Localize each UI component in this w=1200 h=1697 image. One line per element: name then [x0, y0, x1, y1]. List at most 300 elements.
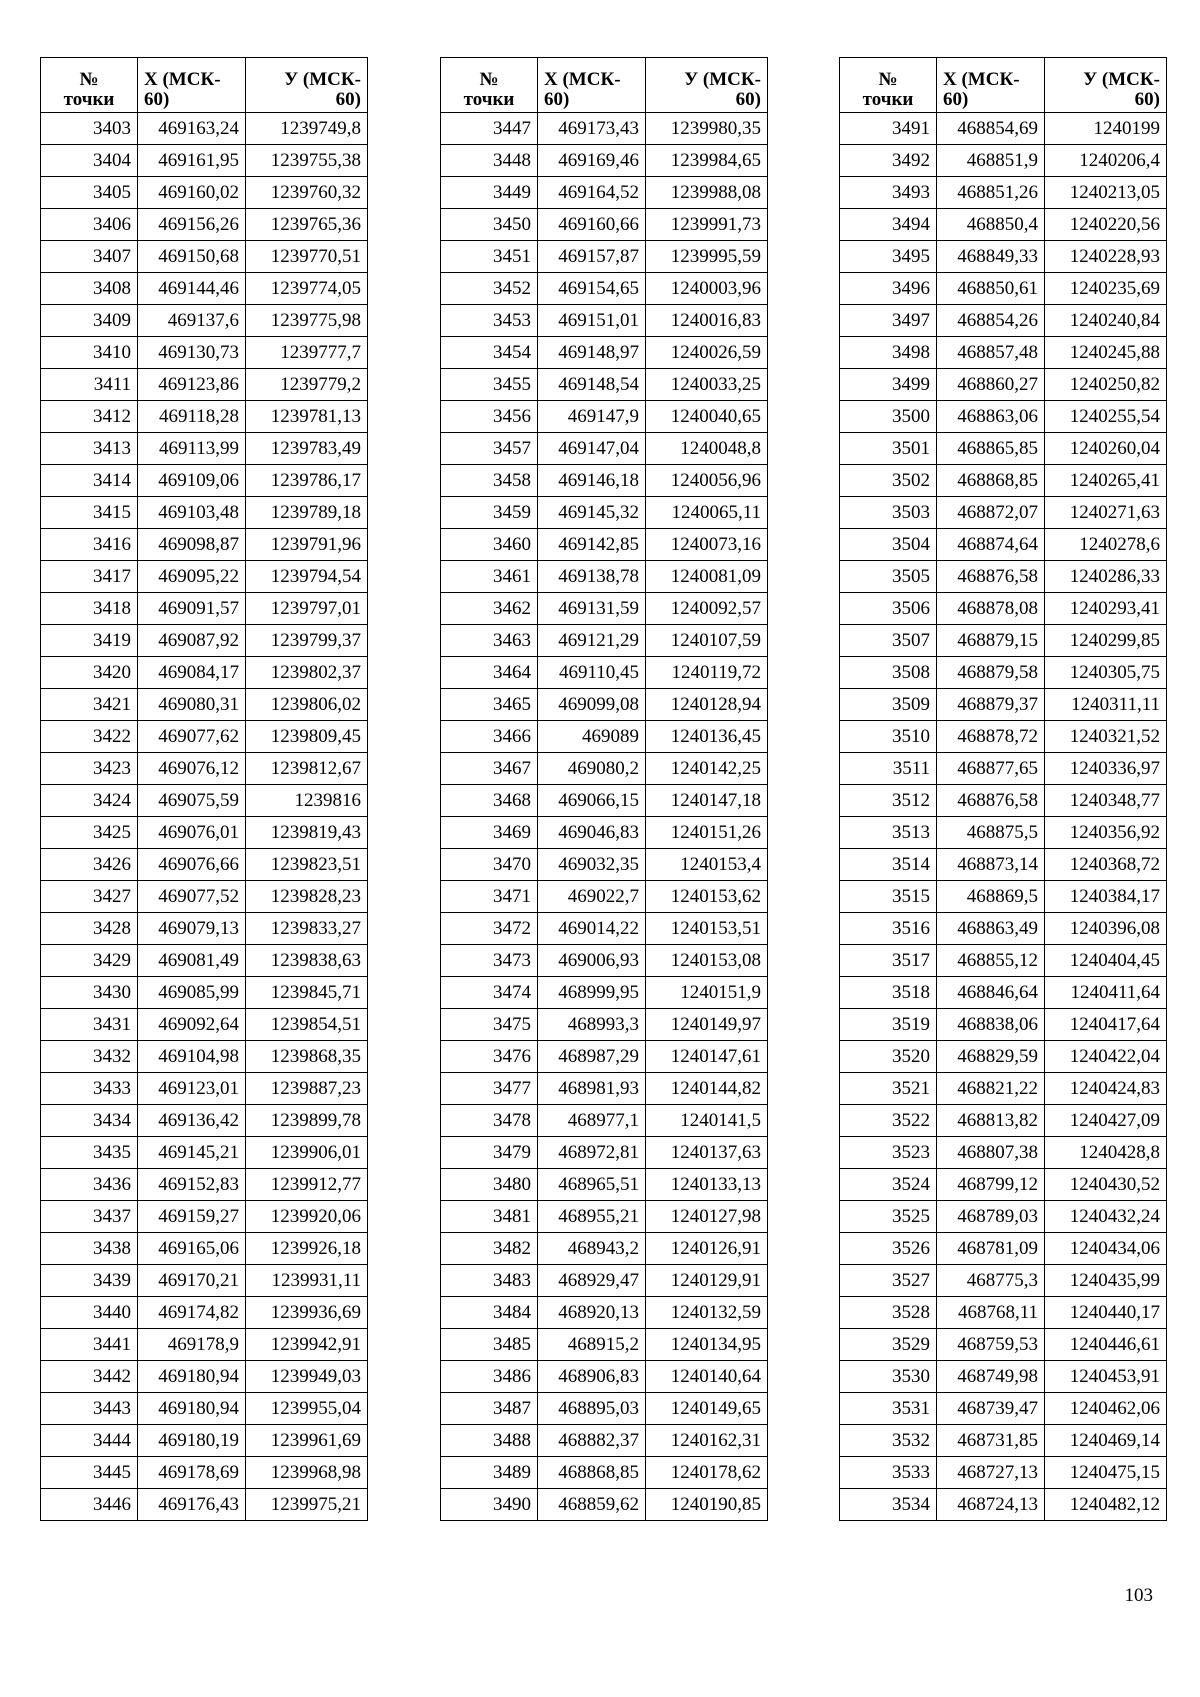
table-row [840, 465, 1167, 497]
x-coordinate-cell: 469113,99 [138, 433, 246, 465]
point-number-cell: 3517 [840, 945, 937, 977]
y-coordinate-cell: 1240424,83 [1045, 1073, 1167, 1105]
point-number-cell: 3474 [441, 977, 538, 1009]
point-number-cell: 3424 [41, 785, 138, 817]
table-row [840, 145, 1167, 177]
point-number-cell: 3514 [840, 849, 937, 881]
y-coordinate-cell: 1240336,97 [1045, 753, 1167, 785]
point-number-cell: 3455 [441, 369, 538, 401]
table-row [41, 209, 368, 241]
table-row [441, 1201, 768, 1233]
table-row [840, 945, 1167, 977]
y-coordinate-cell: 1240384,17 [1045, 881, 1167, 913]
point-number-cell: 3490 [441, 1489, 538, 1521]
point-number-cell: 3450 [441, 209, 538, 241]
x-coordinate-cell: 468955,21 [538, 1201, 646, 1233]
table-row [41, 625, 368, 657]
y-coordinate-cell: 1240428,8 [1045, 1137, 1167, 1169]
table-row [41, 1009, 368, 1041]
x-coordinate-cell: 468863,06 [937, 401, 1045, 433]
point-number-cell: 3510 [840, 721, 937, 753]
x-coordinate-cell: 469118,28 [138, 401, 246, 433]
table-row [840, 1457, 1167, 1489]
y-coordinate-cell: 1239899,78 [246, 1105, 368, 1137]
header-x-coordinate: X (МСК- 60) [538, 58, 646, 113]
table-row [41, 1233, 368, 1265]
x-coordinate-cell: 469144,46 [138, 273, 246, 305]
y-coordinate-cell: 1239968,98 [246, 1457, 368, 1489]
table-row [840, 593, 1167, 625]
point-number-cell: 3495 [840, 241, 937, 273]
point-number-cell: 3473 [441, 945, 538, 977]
table-row [441, 305, 768, 337]
x-coordinate-cell: 469156,26 [138, 209, 246, 241]
x-coordinate-cell: 468869,5 [937, 881, 1045, 913]
x-coordinate-cell: 469076,01 [138, 817, 246, 849]
point-number-cell: 3477 [441, 1073, 538, 1105]
header-y-coordinate: У (МСК- 60) [1045, 58, 1167, 113]
table-row [41, 657, 368, 689]
table-row [441, 1297, 768, 1329]
table-row [840, 305, 1167, 337]
y-coordinate-cell: 1240434,06 [1045, 1233, 1167, 1265]
point-number-cell: 3446 [41, 1489, 138, 1521]
y-coordinate-cell: 1240151,9 [646, 977, 768, 1009]
point-number-cell: 3483 [441, 1265, 538, 1297]
x-coordinate-cell: 469077,62 [138, 721, 246, 753]
x-coordinate-cell: 468878,72 [937, 721, 1045, 753]
x-coordinate-cell: 469145,32 [538, 497, 646, 529]
y-coordinate-cell: 1239755,38 [246, 145, 368, 177]
table-row [41, 273, 368, 305]
point-number-cell: 3497 [840, 305, 937, 337]
point-number-cell: 3436 [41, 1169, 138, 1201]
y-coordinate-cell: 1240255,54 [1045, 401, 1167, 433]
table-row [441, 401, 768, 433]
y-coordinate-cell: 1240081,09 [646, 561, 768, 593]
point-number-cell: 3523 [840, 1137, 937, 1169]
point-number-cell: 3457 [441, 433, 538, 465]
point-number-cell: 3434 [41, 1105, 138, 1137]
table-row [41, 817, 368, 849]
y-coordinate-cell: 1240348,77 [1045, 785, 1167, 817]
table-row [41, 689, 368, 721]
y-coordinate-cell: 1240311,11 [1045, 689, 1167, 721]
x-coordinate-cell: 469022,7 [538, 881, 646, 913]
point-number-cell: 3479 [441, 1137, 538, 1169]
point-number-cell: 3476 [441, 1041, 538, 1073]
point-number-cell: 3430 [41, 977, 138, 1009]
y-coordinate-cell: 1239906,01 [246, 1137, 368, 1169]
y-coordinate-cell: 1239823,51 [246, 849, 368, 881]
x-coordinate-cell: 469087,92 [138, 625, 246, 657]
table-row [441, 1105, 768, 1137]
point-number-cell: 3443 [41, 1393, 138, 1425]
table-row [840, 1201, 1167, 1233]
point-number-cell: 3433 [41, 1073, 138, 1105]
x-coordinate-cell: 468981,93 [538, 1073, 646, 1105]
y-coordinate-cell: 1240003,96 [646, 273, 768, 305]
y-coordinate-cell: 1240206,4 [1045, 145, 1167, 177]
point-number-cell: 3467 [441, 753, 538, 785]
y-coordinate-cell: 1240128,94 [646, 689, 768, 721]
point-number-cell: 3486 [441, 1361, 538, 1393]
x-coordinate-cell: 468749,98 [937, 1361, 1045, 1393]
y-coordinate-cell: 1240435,99 [1045, 1265, 1167, 1297]
table-row [441, 945, 768, 977]
table-row [840, 1265, 1167, 1297]
table-row [41, 1201, 368, 1233]
y-coordinate-cell: 1240293,41 [1045, 593, 1167, 625]
y-coordinate-cell: 1240126,91 [646, 1233, 768, 1265]
y-coordinate-cell: 1240092,57 [646, 593, 768, 625]
point-number-cell: 3415 [41, 497, 138, 529]
point-number-cell: 3407 [41, 241, 138, 273]
table-row [441, 753, 768, 785]
header-x-coordinate: X (МСК- 60) [937, 58, 1045, 113]
y-coordinate-cell: 1240199 [1045, 113, 1167, 145]
point-number-cell: 3412 [41, 401, 138, 433]
point-number-cell: 3437 [41, 1201, 138, 1233]
point-number-cell: 3451 [441, 241, 538, 273]
x-coordinate-cell: 468789,03 [937, 1201, 1045, 1233]
point-number-cell: 3427 [41, 881, 138, 913]
x-coordinate-cell: 468875,5 [937, 817, 1045, 849]
point-number-cell: 3530 [840, 1361, 937, 1393]
x-coordinate-cell: 469098,87 [138, 529, 246, 561]
y-coordinate-cell: 1240271,63 [1045, 497, 1167, 529]
table-row [441, 465, 768, 497]
table-row [441, 977, 768, 1009]
point-number-cell: 3516 [840, 913, 937, 945]
y-coordinate-cell: 1240265,41 [1045, 465, 1167, 497]
x-coordinate-cell: 469147,04 [538, 433, 646, 465]
y-coordinate-cell: 1239819,43 [246, 817, 368, 849]
y-coordinate-cell: 1240151,26 [646, 817, 768, 849]
y-coordinate-cell: 1240305,75 [1045, 657, 1167, 689]
y-coordinate-cell: 1239812,67 [246, 753, 368, 785]
x-coordinate-cell: 468813,82 [937, 1105, 1045, 1137]
point-number-cell: 3421 [41, 689, 138, 721]
y-coordinate-cell: 1239975,21 [246, 1489, 368, 1521]
table-row [840, 1489, 1167, 1521]
table-row [41, 177, 368, 209]
x-coordinate-cell: 468879,37 [937, 689, 1045, 721]
table-row [441, 1361, 768, 1393]
point-number-cell: 3521 [840, 1073, 937, 1105]
y-coordinate-cell: 1240482,12 [1045, 1489, 1167, 1521]
table-body [41, 113, 368, 1521]
point-number-cell: 3531 [840, 1393, 937, 1425]
x-coordinate-cell: 469076,12 [138, 753, 246, 785]
table-row [41, 1297, 368, 1329]
point-number-cell: 3425 [41, 817, 138, 849]
table-row [840, 1329, 1167, 1361]
header-y-coordinate: У (МСК- 60) [646, 58, 768, 113]
point-number-cell: 3428 [41, 913, 138, 945]
x-coordinate-cell: 468781,09 [937, 1233, 1045, 1265]
y-coordinate-cell: 1240162,31 [646, 1425, 768, 1457]
point-number-cell: 3503 [840, 497, 937, 529]
point-number-cell: 3488 [441, 1425, 538, 1457]
x-coordinate-cell: 469154,65 [538, 273, 646, 305]
point-number-cell: 3444 [41, 1425, 138, 1457]
y-coordinate-cell: 1240033,25 [646, 369, 768, 401]
table-row [441, 817, 768, 849]
table-row [41, 145, 368, 177]
y-coordinate-cell: 1239781,13 [246, 401, 368, 433]
point-number-cell: 3515 [840, 881, 937, 913]
table-body [441, 113, 768, 1521]
x-coordinate-cell: 468993,3 [538, 1009, 646, 1041]
table-row [441, 1489, 768, 1521]
x-coordinate-cell: 469137,6 [138, 305, 246, 337]
y-coordinate-cell: 1239833,27 [246, 913, 368, 945]
x-coordinate-cell: 468977,1 [538, 1105, 646, 1137]
table-row [840, 817, 1167, 849]
x-coordinate-cell: 468972,81 [538, 1137, 646, 1169]
table-row [441, 1041, 768, 1073]
table-row [441, 337, 768, 369]
table-row [840, 401, 1167, 433]
point-number-cell: 3496 [840, 273, 937, 305]
x-coordinate-cell: 469006,93 [538, 945, 646, 977]
y-coordinate-cell: 1240136,45 [646, 721, 768, 753]
point-number-cell: 3534 [840, 1489, 937, 1521]
point-number-cell: 3502 [840, 465, 937, 497]
x-coordinate-cell: 469131,59 [538, 593, 646, 625]
table-row [840, 1297, 1167, 1329]
x-coordinate-cell: 468759,53 [937, 1329, 1045, 1361]
point-number-cell: 3462 [441, 593, 538, 625]
table-body [840, 113, 1167, 1521]
y-coordinate-cell: 1240213,05 [1045, 177, 1167, 209]
y-coordinate-cell: 1240141,5 [646, 1105, 768, 1137]
table-row [840, 561, 1167, 593]
coordinates-table-2 [440, 57, 768, 1521]
x-coordinate-cell: 468863,49 [937, 913, 1045, 945]
y-coordinate-cell: 1240475,15 [1045, 1457, 1167, 1489]
x-coordinate-cell: 469080,31 [138, 689, 246, 721]
header-point-number: № точки [840, 58, 937, 113]
y-coordinate-cell: 1239868,35 [246, 1041, 368, 1073]
header-point-number: № точки [441, 58, 538, 113]
x-coordinate-cell: 468799,12 [937, 1169, 1045, 1201]
point-number-cell: 3480 [441, 1169, 538, 1201]
table-row [441, 1233, 768, 1265]
x-coordinate-cell: 468854,26 [937, 305, 1045, 337]
x-coordinate-cell: 469091,57 [138, 593, 246, 625]
y-coordinate-cell: 1240144,82 [646, 1073, 768, 1105]
x-coordinate-cell: 468807,38 [937, 1137, 1045, 1169]
table-row [441, 689, 768, 721]
table-row [840, 849, 1167, 881]
table-row [441, 113, 768, 145]
x-coordinate-cell: 469174,82 [138, 1297, 246, 1329]
table-row [441, 529, 768, 561]
x-coordinate-cell: 468882,37 [538, 1425, 646, 1457]
y-coordinate-cell: 1239931,11 [246, 1265, 368, 1297]
table-row [840, 337, 1167, 369]
y-coordinate-cell: 1240056,96 [646, 465, 768, 497]
table-row [441, 1393, 768, 1425]
x-coordinate-cell: 468879,15 [937, 625, 1045, 657]
x-coordinate-cell: 469032,35 [538, 849, 646, 881]
table-row [840, 721, 1167, 753]
y-coordinate-cell: 1239984,65 [646, 145, 768, 177]
table-row [441, 209, 768, 241]
y-coordinate-cell: 1240142,25 [646, 753, 768, 785]
x-coordinate-cell: 469147,9 [538, 401, 646, 433]
x-coordinate-cell: 469136,42 [138, 1105, 246, 1137]
y-coordinate-cell: 1240368,72 [1045, 849, 1167, 881]
point-number-cell: 3432 [41, 1041, 138, 1073]
x-coordinate-cell: 469075,59 [138, 785, 246, 817]
y-coordinate-cell: 1240250,82 [1045, 369, 1167, 401]
x-coordinate-cell: 469173,43 [538, 113, 646, 145]
table-row [441, 721, 768, 753]
table-row [441, 1425, 768, 1457]
table-row [840, 753, 1167, 785]
table-row [41, 1425, 368, 1457]
y-coordinate-cell: 1240299,85 [1045, 625, 1167, 657]
table-row [840, 529, 1167, 561]
x-coordinate-cell: 468876,58 [937, 561, 1045, 593]
table-row [840, 273, 1167, 305]
table-row [840, 1393, 1167, 1425]
point-number-cell: 3420 [41, 657, 138, 689]
x-coordinate-cell: 468929,47 [538, 1265, 646, 1297]
x-coordinate-cell: 469160,66 [538, 209, 646, 241]
y-coordinate-cell: 1239765,36 [246, 209, 368, 241]
header-y-coordinate: У (МСК- 60) [246, 58, 368, 113]
x-coordinate-cell: 469138,78 [538, 561, 646, 593]
y-coordinate-cell: 1240446,61 [1045, 1329, 1167, 1361]
y-coordinate-cell: 1239783,49 [246, 433, 368, 465]
y-coordinate-cell: 1240469,14 [1045, 1425, 1167, 1457]
point-number-cell: 3463 [441, 625, 538, 657]
table-row [441, 1329, 768, 1361]
y-coordinate-cell: 1239791,96 [246, 529, 368, 561]
x-coordinate-cell: 469123,01 [138, 1073, 246, 1105]
point-number-cell: 3447 [441, 113, 538, 145]
y-coordinate-cell: 1239794,54 [246, 561, 368, 593]
table-row [41, 1265, 368, 1297]
table-row [41, 721, 368, 753]
y-coordinate-cell: 1240240,84 [1045, 305, 1167, 337]
y-coordinate-cell: 1239770,51 [246, 241, 368, 273]
y-coordinate-cell: 1240228,93 [1045, 241, 1167, 273]
y-coordinate-cell: 1239980,35 [646, 113, 768, 145]
x-coordinate-cell: 469104,98 [138, 1041, 246, 1073]
table-row [441, 273, 768, 305]
table-row [41, 369, 368, 401]
point-number-cell: 3422 [41, 721, 138, 753]
y-coordinate-cell: 1239828,23 [246, 881, 368, 913]
y-coordinate-cell: 1240462,06 [1045, 1393, 1167, 1425]
x-coordinate-cell: 469080,2 [538, 753, 646, 785]
point-number-cell: 3493 [840, 177, 937, 209]
x-coordinate-cell: 469157,87 [538, 241, 646, 273]
x-coordinate-cell: 469046,83 [538, 817, 646, 849]
x-coordinate-cell: 468865,85 [937, 433, 1045, 465]
point-number-cell: 3491 [840, 113, 937, 145]
x-coordinate-cell: 468849,33 [937, 241, 1045, 273]
x-coordinate-cell: 469095,22 [138, 561, 246, 593]
table-row [41, 1137, 368, 1169]
x-coordinate-cell: 468829,59 [937, 1041, 1045, 1073]
table-header-row [41, 58, 368, 113]
x-coordinate-cell: 468859,62 [538, 1489, 646, 1521]
y-coordinate-cell: 1240137,63 [646, 1137, 768, 1169]
y-coordinate-cell: 1239799,37 [246, 625, 368, 657]
table-row [41, 753, 368, 785]
table-row [441, 913, 768, 945]
point-number-cell: 3464 [441, 657, 538, 689]
point-number-cell: 3408 [41, 273, 138, 305]
x-coordinate-cell: 469081,49 [138, 945, 246, 977]
point-number-cell: 3484 [441, 1297, 538, 1329]
point-number-cell: 3522 [840, 1105, 937, 1137]
table-row [840, 177, 1167, 209]
point-number-cell: 3429 [41, 945, 138, 977]
point-number-cell: 3440 [41, 1297, 138, 1329]
y-coordinate-cell: 1239887,23 [246, 1073, 368, 1105]
x-coordinate-cell: 468920,13 [538, 1297, 646, 1329]
y-coordinate-cell: 1240132,59 [646, 1297, 768, 1329]
x-coordinate-cell: 469178,9 [138, 1329, 246, 1361]
y-coordinate-cell: 1240133,13 [646, 1169, 768, 1201]
point-number-cell: 3507 [840, 625, 937, 657]
x-coordinate-cell: 469170,21 [138, 1265, 246, 1297]
table-row [41, 913, 368, 945]
y-coordinate-cell: 1240149,97 [646, 1009, 768, 1041]
point-number-cell: 3526 [840, 1233, 937, 1265]
point-number-cell: 3501 [840, 433, 937, 465]
y-coordinate-cell: 1240016,83 [646, 305, 768, 337]
coordinates-table-1 [40, 57, 368, 1521]
point-number-cell: 3489 [441, 1457, 538, 1489]
y-coordinate-cell: 1240278,6 [1045, 529, 1167, 561]
y-coordinate-cell: 1240149,65 [646, 1393, 768, 1425]
point-number-cell: 3499 [840, 369, 937, 401]
y-coordinate-cell: 1240153,62 [646, 881, 768, 913]
y-coordinate-cell: 1239912,77 [246, 1169, 368, 1201]
x-coordinate-cell: 468872,07 [937, 497, 1045, 529]
y-coordinate-cell: 1240140,64 [646, 1361, 768, 1393]
y-coordinate-cell: 1240432,24 [1045, 1201, 1167, 1233]
x-coordinate-cell: 468727,13 [937, 1457, 1045, 1489]
x-coordinate-cell: 469152,83 [138, 1169, 246, 1201]
table-row [441, 433, 768, 465]
x-coordinate-cell: 468868,85 [538, 1457, 646, 1489]
x-coordinate-cell: 469159,27 [138, 1201, 246, 1233]
y-coordinate-cell: 1239955,04 [246, 1393, 368, 1425]
table-row [441, 849, 768, 881]
table-row [41, 1329, 368, 1361]
y-coordinate-cell: 1240026,59 [646, 337, 768, 369]
table-row [41, 1073, 368, 1105]
y-coordinate-cell: 1239775,98 [246, 305, 368, 337]
x-coordinate-cell: 469148,97 [538, 337, 646, 369]
point-number-cell: 3426 [41, 849, 138, 881]
point-number-cell: 3468 [441, 785, 538, 817]
x-coordinate-cell: 468724,13 [937, 1489, 1045, 1521]
y-coordinate-cell: 1239789,18 [246, 497, 368, 529]
point-number-cell: 3441 [41, 1329, 138, 1361]
table-row [441, 177, 768, 209]
x-coordinate-cell: 469109,06 [138, 465, 246, 497]
